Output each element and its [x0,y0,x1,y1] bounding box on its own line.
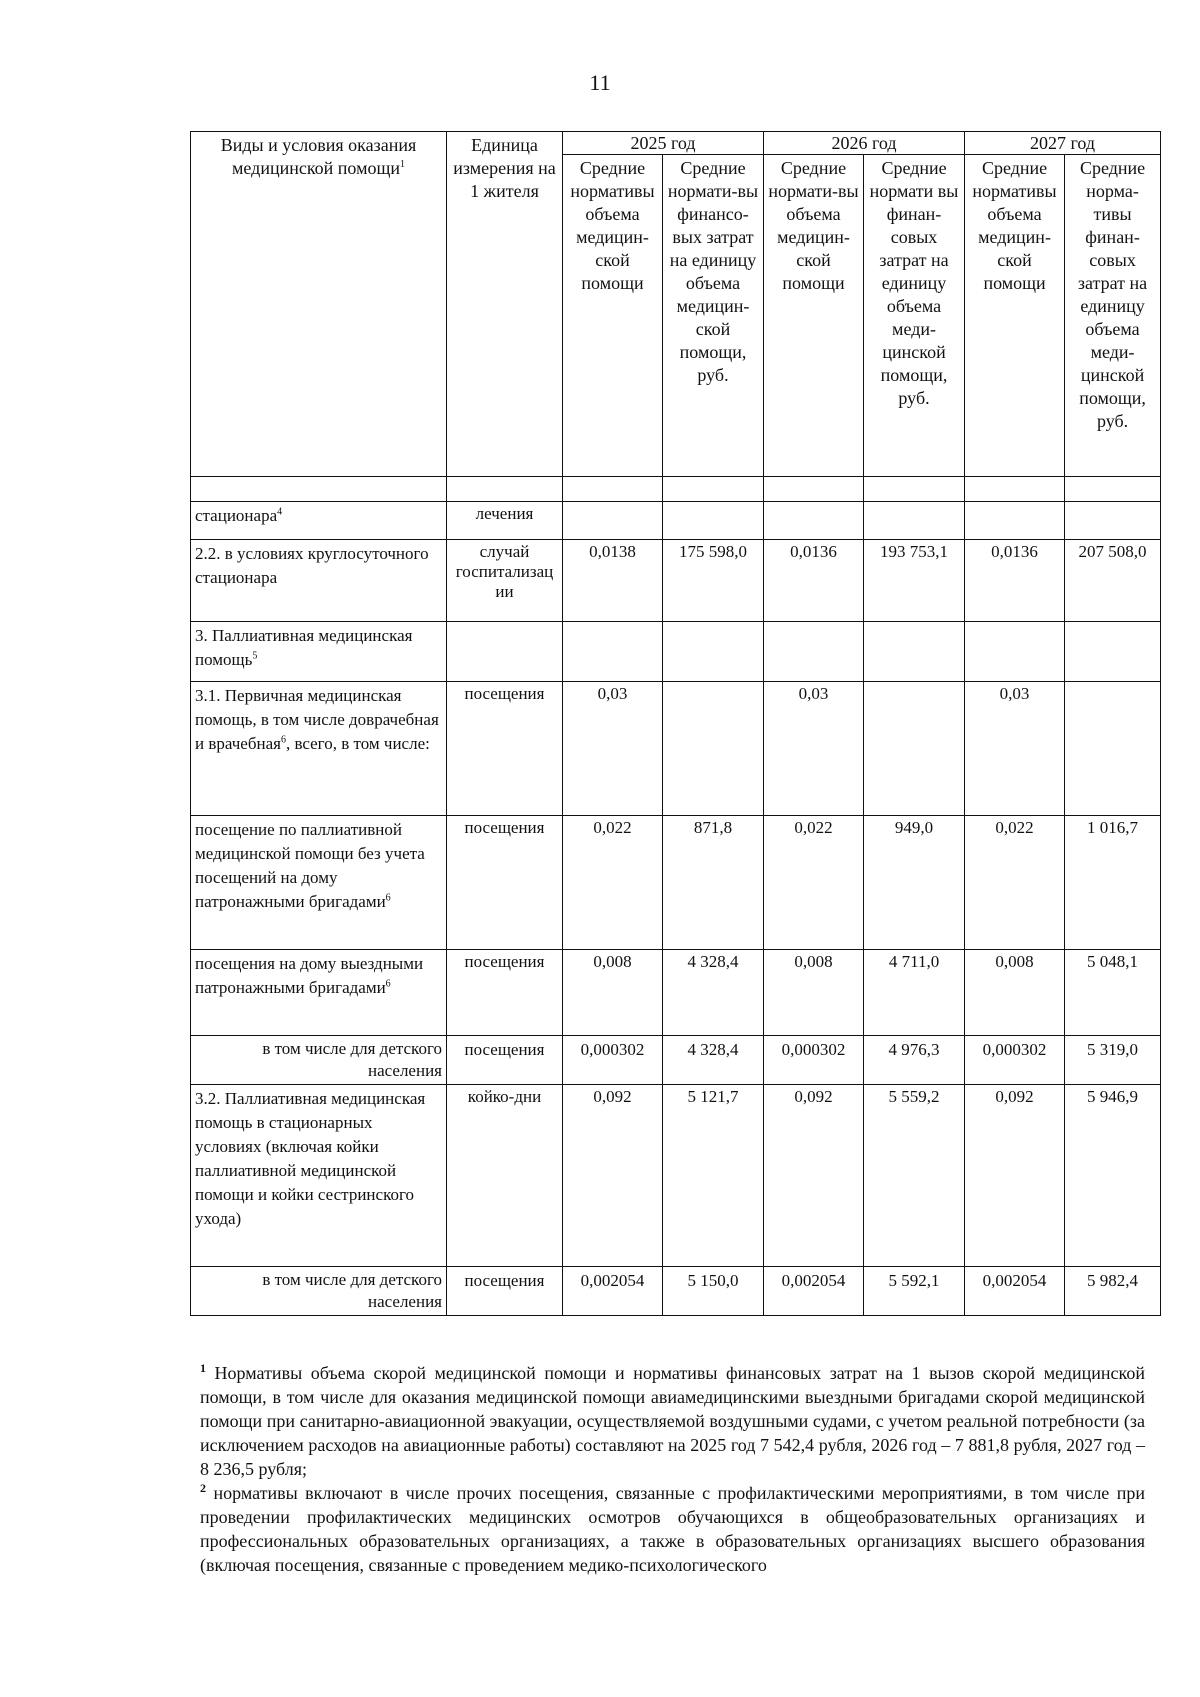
header-type-conditions: Виды и условия оказания медицинской помощи$^1$ [191,132,447,477]
table-row [191,502,1161,540]
row-value: 5 559,2 [864,1085,965,1267]
row-value: 0,03 [965,682,1065,816]
row-value: 0,022 [563,816,663,950]
row-name: 3. Паллиативная медицинская помощь$^5$ [191,622,447,682]
table-row [191,622,1161,682]
row-value [764,502,864,540]
header-year-2025: 2025 год [563,132,764,155]
header-cost-2026: Средние нормати вы финан-совых затрат на единицу объема меди-цинской помощи, руб. [864,155,965,477]
row-name: стационара$^4$ [191,502,447,540]
row-unit: посещения [447,1036,563,1085]
row-value [1065,502,1161,540]
table-row [191,816,1161,950]
row-value: 0,03 [764,682,864,816]
table-row [191,950,1161,1036]
row-value: 0,022 [764,816,864,950]
row-name-children: в том числе для детского населения [191,1036,447,1085]
row-value: 0,002054 [764,1267,864,1316]
header-volume-2026: Средние нормати-вы объема медицин-ской помощи [764,155,864,477]
norms-table [190,131,1161,1316]
row-name: посещения на дому выездными патронажными бригадами$^6$ [191,950,447,1036]
row-name: посещение по паллиативной медицинской помощи без учета посещений на дому патронажными бригадами$^6$ [191,816,447,950]
row-value [1065,682,1161,816]
row-value: 0,000302 [764,1036,864,1085]
row-value: 0,022 [965,816,1065,950]
row-value: 4 976,3 [864,1036,965,1085]
row-unit: посещения [447,682,563,816]
row-value: 0,008 [563,950,663,1036]
row-value [764,622,864,682]
row-value: 4 328,4 [663,950,764,1036]
header-year-2026: 2026 год [764,132,965,155]
row-unit: посещения [447,1267,563,1316]
row-value: 5 946,9 [1065,1085,1161,1267]
row-value [663,682,764,816]
header-year-2027: 2027 год [965,132,1161,155]
row-value: 207 508,0 [1065,540,1161,622]
row-value: 871,8 [663,816,764,950]
row-value: 4 711,0 [864,950,965,1036]
row-value: 0,092 [764,1085,864,1267]
row-value: 1 016,7 [1065,816,1161,950]
row-value [864,682,965,816]
row-unit: лечения [447,502,563,540]
row-value: 0,0138 [563,540,663,622]
footnote-1: $^1$ Нормативы объема скорой медицинской помощи и нормативы финансовых затрат на 1 вызов скорой медицинской помощи, в том числе для оказания медицинской помощи авиамедицинскими выездными бригадами скорой медицинской помощи при санитарно-авиационной эвакуации, осуществляемой воздушными судами, с учетом реальной потребности (за исключением расходов на авиационные работы) составляют на 2025 год 7 542,4 рубля, 2026 год – 7 881,8 рубля, 2027 год – 8 236,5 рубля; [200,1361,1145,1479]
row-unit [447,622,563,682]
footnote-2: $^2$ нормативы включают в числе прочих посещения, связанные с профилактическими мероприятиями, в том числе при проведении профилактических медицинских осмотров обучающихся в общеобразовательных организациях и профессиональных образовательных организациях, а также в образовательных организациях высшего образования (включая посещения, связанные с проведением медико-психологического [200,1481,1146,1575]
row-value [663,502,764,540]
row-value [663,622,764,682]
row-unit: случай госпитализац ии [447,540,563,622]
row-value: 5 319,0 [1065,1036,1161,1085]
row-name: 3.1. Первичная медицинская помощь, в том числе доврачебная и врачебная$^6$, всего, в том числе: [191,682,447,816]
row-value [864,502,965,540]
row-value [864,622,965,682]
row-value: 0,000302 [965,1036,1065,1085]
row-value: 5 982,4 [1065,1267,1161,1316]
row-value [1065,622,1161,682]
row-value: 5 048,1 [1065,950,1161,1036]
row-value [563,622,663,682]
row-name: 2.2. в условиях круглосуточного стационара [191,540,447,622]
row-value: 193 753,1 [864,540,965,622]
row-value [965,622,1065,682]
footnotes [200,1361,1145,1577]
row-value: 0,002054 [563,1267,663,1316]
row-value: 4 328,4 [663,1036,764,1085]
header-volume-2025: Средние нормативы объема медицин-ской помощи [563,155,663,477]
row-value: 0,0136 [965,540,1065,622]
row-value [563,502,663,540]
table-row [191,682,1161,816]
row-value: 5 121,7 [663,1085,764,1267]
row-value: 0,008 [764,950,864,1036]
header-spacer-row [191,477,1161,502]
row-value: 0,002054 [965,1267,1065,1316]
table-row [191,540,1161,622]
table-row [191,1267,1161,1316]
row-name-children: в том числе для детского населения [191,1267,447,1316]
row-value: 0,092 [965,1085,1065,1267]
row-value: 175 598,0 [663,540,764,622]
row-value: 949,0 [864,816,965,950]
row-value: 5 592,1 [864,1267,965,1316]
row-value [965,502,1065,540]
row-unit: койко-дни [447,1085,563,1267]
header-cost-2025: Средние нормати-вы финансо-вых затрат на единицу объема медицин-ской помощи, руб. [663,155,764,477]
table-row [191,1085,1161,1267]
table-row [191,1036,1161,1085]
row-value: 0,0136 [764,540,864,622]
header-unit: Единица измерения на 1 жителя [447,132,563,477]
row-value: 0,092 [563,1085,663,1267]
row-value: 0,03 [563,682,663,816]
row-unit: посещения [447,816,563,950]
row-value: 0,008 [965,950,1065,1036]
row-value: 5 150,0 [663,1267,764,1316]
page-number: 11 [589,70,611,95]
header-volume-2027: Средние нормативы объема медицин-ской помощи [965,155,1065,477]
row-name: 3.2. Паллиативная медицинская помощь в стационарных условиях (включая койки паллиативной медицинской помощи и койки сестринского ухода) [191,1085,447,1267]
row-value: 0,000302 [563,1036,663,1085]
row-unit: посещения [447,950,563,1036]
header-cost-2027: Средние норма-тивы финан-совых затрат на единицу объема меди-цинской помощи, руб. [1065,155,1161,477]
